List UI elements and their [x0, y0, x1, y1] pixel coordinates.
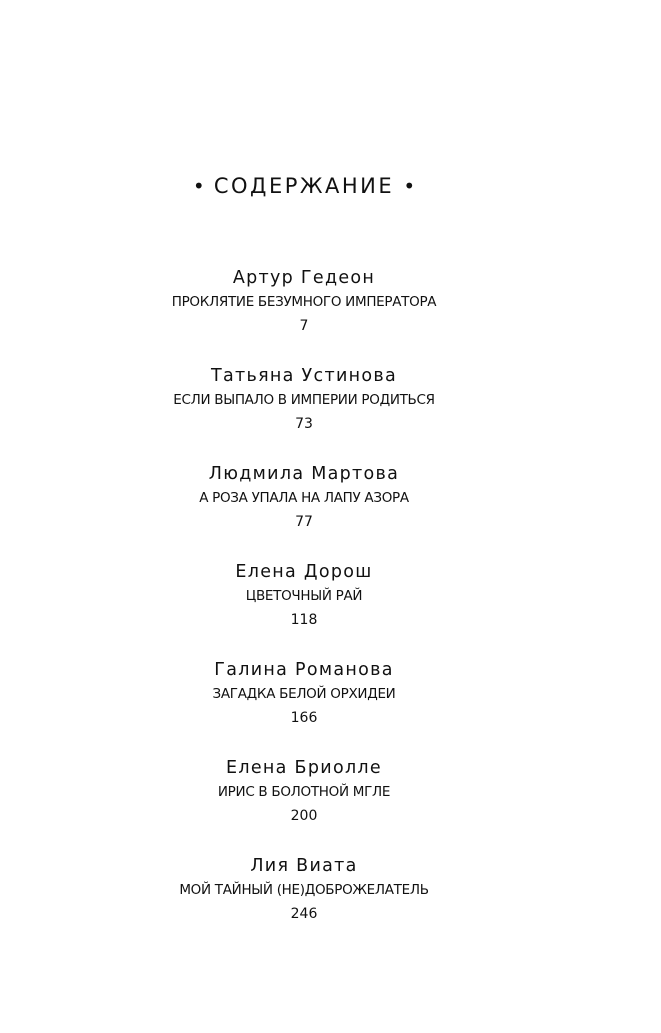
toc-entry[interactable] [0, 462, 608, 534]
entry-story-title[interactable]: ИРИС В БОЛОТНОЙ МГЛЕ [217, 784, 391, 800]
entry-author: Лия Виата [250, 856, 358, 876]
entry-story-title[interactable]: ЦВЕТОЧНЫЙ РАЙ [245, 588, 363, 604]
heading-title: СОДЕРЖАНИЕ [213, 174, 395, 198]
entry-page-number: 77 [295, 514, 313, 530]
entry-author: Татьяна Устинова [210, 366, 398, 386]
entry-author: Елена Бриолле [226, 758, 382, 778]
entry-page-number: 200 [290, 808, 318, 824]
toc-entry[interactable] [0, 756, 608, 828]
bullet-left: • [192, 174, 205, 198]
entry-author: Артур Гедеон [232, 268, 376, 288]
toc-entry[interactable] [0, 266, 608, 338]
entry-story-title[interactable]: ЗАГАДКА БЕЛОЙ ОРХИДЕИ [212, 686, 396, 702]
entry-author: Людмила Мартова [208, 464, 400, 484]
table-of-contents-heading [0, 174, 608, 198]
toc-entry[interactable] [0, 560, 608, 632]
entry-page-number: 166 [290, 710, 318, 726]
entry-author: Елена Дорош [235, 562, 373, 582]
entry-story-title[interactable]: ПРОКЛЯТИЕ БЕЗУМНОГО ИМПЕРАТОРА [171, 294, 437, 310]
toc-entry[interactable] [0, 364, 608, 436]
entry-story-title[interactable]: ЕСЛИ ВЫПАЛО В ИМПЕРИИ РОДИТЬСЯ [173, 392, 435, 408]
entry-story-title[interactable]: А РОЗА УПАЛА НА ЛАПУ АЗОРА [199, 490, 409, 506]
toc-entry[interactable] [0, 658, 608, 730]
entry-author: Галина Романова [214, 660, 394, 680]
entry-story-title[interactable]: МОЙ ТАЙНЫЙ (НЕ)ДОБРОЖЕЛАТЕЛЬ [179, 882, 429, 898]
entry-page-number: 7 [299, 318, 309, 334]
entry-page-number: 246 [290, 906, 318, 922]
toc-entry[interactable] [0, 854, 608, 926]
entry-page-number: 118 [290, 612, 318, 628]
bullet-right: • [403, 174, 416, 198]
entry-page-number: 73 [295, 416, 313, 432]
